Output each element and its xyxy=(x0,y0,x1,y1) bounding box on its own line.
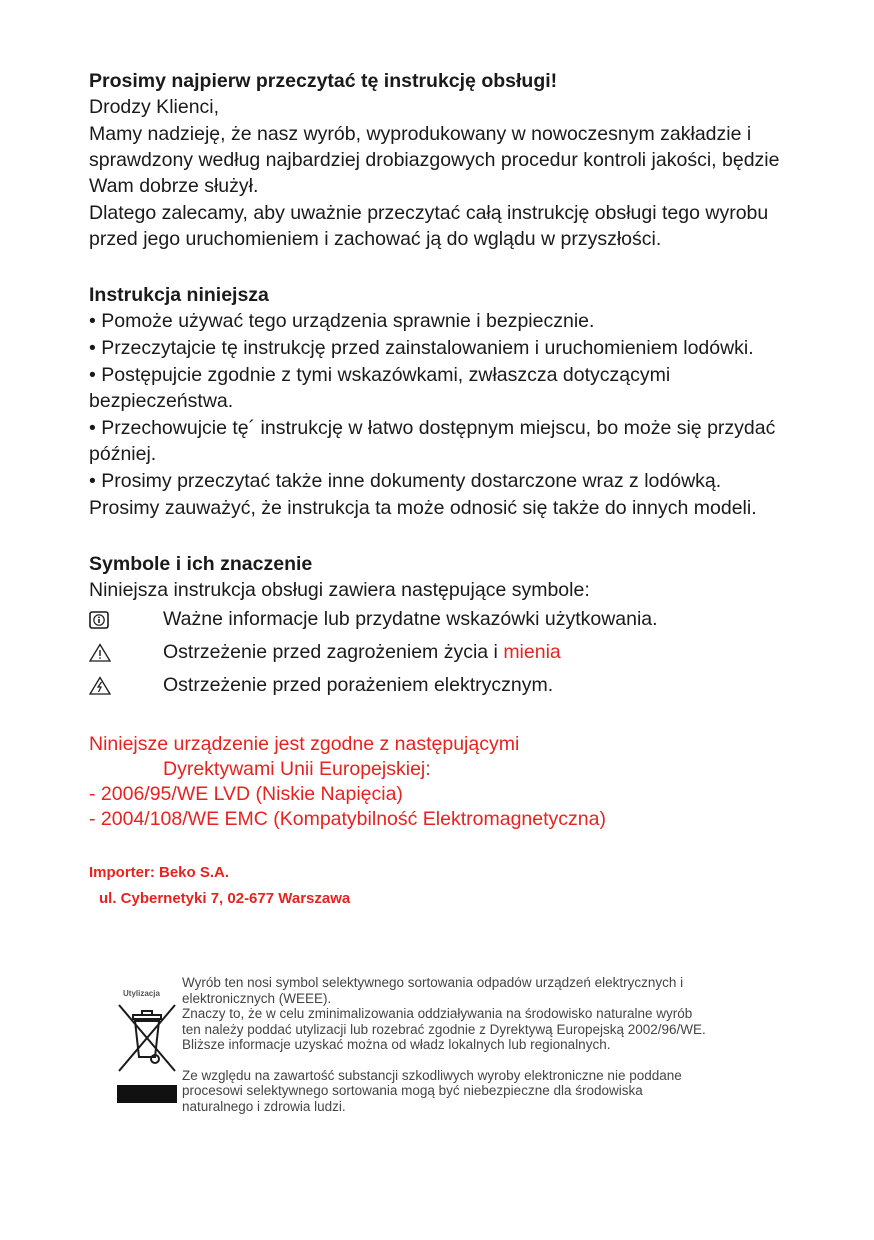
compliance-line-3: - 2006/95/WE LVD (Niskie Napięcia) xyxy=(89,783,403,805)
compliance-line-2: Dyrektywami Unii Europejskiej: xyxy=(163,758,431,780)
weee-line-5: Bliższe informacje uzyskać można od władz lokalnych lub regionalnych. xyxy=(182,1037,611,1052)
symbol-row-electric xyxy=(89,669,819,702)
symbol-info-text: Ważne informacje lub przydatne wskazówki użytkowania. xyxy=(163,608,658,630)
instructions-bullet-4-line-1: • Przechowujcie tę´ instrukcję w łatwo dostępnym miejscu, bo może się przydać xyxy=(89,417,776,439)
instructions-bullet-3-line-1: • Postępujcie zgodnie z tymi wskazówkami, zwłaszcza dotyczącymi xyxy=(89,364,671,386)
instructions-bullet-5: • Prosimy przeczytać także inne dokumenty dostarczone wraz z lodówką. xyxy=(89,470,722,492)
intro-paragraph-1-line-3: Wam dobrze służył. xyxy=(89,175,259,197)
intro-paragraph-1-line-1: Mamy nadzieję, że nasz wyrób, wyprodukowany w nowoczesnym zakładzie i xyxy=(89,123,752,145)
electric-warning-icon xyxy=(89,676,163,695)
compliance-line-4: - 2004/108/WE EMC (Kompatybilność Elektromagnetyczna) xyxy=(89,808,606,830)
weee-bin-icon xyxy=(115,975,179,1110)
intro-paragraph-2-line-2: przed jego uruchomieniem i zachować ją do wglądu w przyszłości. xyxy=(89,228,662,250)
symbol-row-info xyxy=(89,603,819,636)
intro-paragraph-1-line-2: sprawdzony według najbardziej drobiazgowych procedur kontroli jakości, będzie xyxy=(89,149,780,171)
instructions-bullet-4-line-2: później. xyxy=(89,443,157,465)
symbol-electric-text: Ostrzeżenie przed porażeniem elektrycznym. xyxy=(163,674,554,696)
symbols-intro: Niniejsza instrukcja obsługi zawiera następujące symbole: xyxy=(89,579,590,601)
symbol-warning-text xyxy=(163,641,561,664)
weee-line-6: Ze względu na zawartość substancji szkodliwych wyroby elektroniczne nie poddane xyxy=(182,1067,682,1083)
intro-title: Prosimy najpierw przeczytać tę instrukcję obsługi! xyxy=(89,70,558,92)
weee-line-1: Wyrób ten nosi symbol selektywnego sortowania odpadów urządzeń elektrycznych i xyxy=(182,975,684,990)
document-page xyxy=(89,68,819,912)
symbol-warning-highlight: mienia xyxy=(503,641,561,663)
weee-text xyxy=(182,975,782,1114)
instructions-bullet-1: • Pomoże używać tego urządzenia sprawnie i bezpiecznie. xyxy=(89,310,595,332)
weee-line-4: ten należy poddać utylizacji lub rozebrać zgodnie z Dyrektywą Europejską 2002/96/WE. xyxy=(182,1021,706,1037)
info-icon xyxy=(89,611,163,629)
weee-line-8: naturalnego i zdrowia ludzi. xyxy=(182,1098,346,1114)
instructions-note: Prosimy zauważyć, że instrukcja ta może odnosić się także do innych modeli. xyxy=(89,497,757,519)
weee-line-3: Znaczy to, że w celu zminimalizowania oddziaływania na środowisko naturalne wyrób xyxy=(182,1006,693,1021)
weee-line-7: procesowi selektywnego sortowania mogą być niebezpieczne dla środowiska xyxy=(182,1083,643,1098)
warning-triangle-icon xyxy=(89,643,163,662)
greeting: Drodzy Klienci, xyxy=(89,96,220,118)
symbol-warning-prefix: Ostrzeżenie przed zagrożeniem życia i xyxy=(163,641,504,663)
compliance-line-1: Niniejsze urządzenie jest zgodne z następującymi xyxy=(89,733,520,755)
instructions-bullet-2: • Przeczytajcie tę instrukcję przed zainstalowaniem i uruchomieniem lodówki. xyxy=(89,337,754,359)
importer-name: Importer: Beko S.A. xyxy=(89,864,230,881)
symbol-row-warning xyxy=(89,636,819,669)
symbols-heading: Symbole i ich znaczenie xyxy=(89,553,313,575)
weee-line-2: elektronicznych (WEEE). xyxy=(182,990,332,1006)
weee-label: Utylizacja xyxy=(123,989,160,998)
instructions-heading: Instrukcja niniejsza xyxy=(89,284,269,306)
instructions-bullet-3-line-2: bezpieczeństwa. xyxy=(89,390,234,412)
intro-paragraph-2-line-1: Dlatego zalecamy, aby uważnie przeczytać całą instrukcję obsługi tego wyrobu xyxy=(89,202,769,224)
importer-address: ul. Cybernetyki 7, 02-677 Warszawa xyxy=(99,890,351,907)
